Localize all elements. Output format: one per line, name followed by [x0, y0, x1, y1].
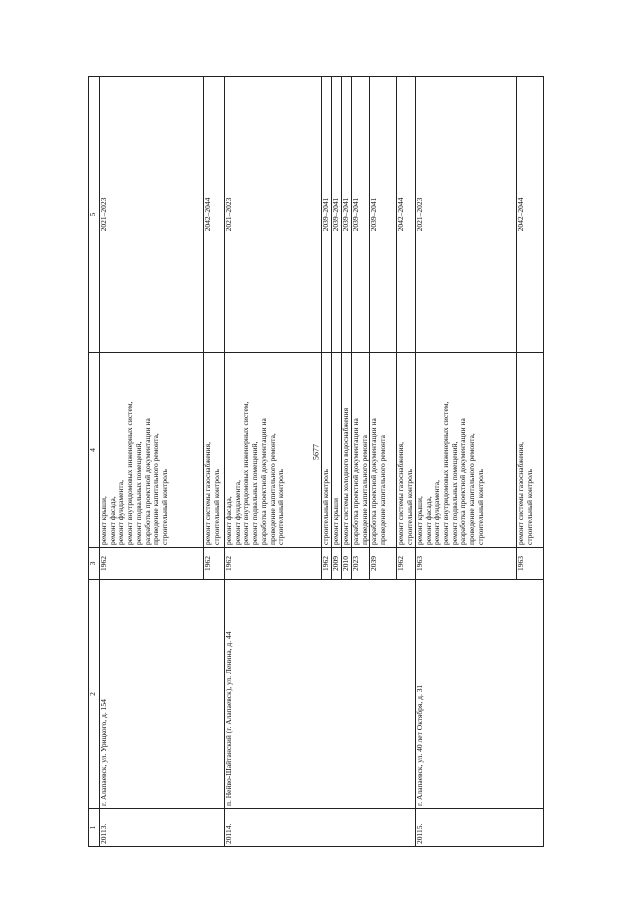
- period-cell: 2042–2044: [397, 77, 415, 353]
- period-cell: 2042–2044: [516, 77, 543, 353]
- year-cell: 2010: [342, 548, 352, 580]
- year-cell: 2039: [370, 548, 397, 580]
- period-cell: 2039–2041: [352, 77, 370, 353]
- work-cell: ремонт системы холодного водоснабжения: [342, 353, 352, 548]
- table-row: [225, 77, 322, 847]
- year-cell: 1962: [322, 548, 332, 580]
- row-number: 20115.: [415, 809, 543, 847]
- table-row: [415, 77, 516, 847]
- period-cell: 2039–2041: [370, 77, 397, 353]
- header-row: [89, 77, 100, 847]
- row-number: 20114.: [225, 809, 416, 847]
- period-cell: 2021–2023: [100, 77, 204, 353]
- col-header-5: 5: [89, 77, 100, 353]
- year-cell: 1962: [100, 548, 204, 580]
- col-header-4: 4: [89, 353, 100, 548]
- rotated-page: [88, 77, 543, 847]
- year-cell: 1962: [225, 548, 322, 580]
- address-cell: г. Алапаевск, ул. 40 лет Октября, д. 31: [415, 580, 543, 809]
- year-cell: 1963: [415, 548, 516, 580]
- work-cell: ремонт системы газоснабжения, строительный контроль: [516, 353, 543, 548]
- repair-schedule-table: [88, 76, 544, 847]
- period-cell: 2042–2044: [204, 77, 225, 353]
- period-cell: 2039–2041: [332, 77, 342, 353]
- year-cell: 2023: [352, 548, 370, 580]
- period-cell: 2039–2041: [322, 77, 332, 353]
- table-row: [100, 77, 204, 847]
- year-cell: 1962: [397, 548, 415, 580]
- period-cell: 2021–2023: [225, 77, 322, 353]
- page-number: 5677: [311, 444, 321, 460]
- period-cell: 2021–2023: [415, 77, 516, 353]
- year-cell: 2009: [332, 548, 342, 580]
- col-header-3: 3: [89, 548, 100, 580]
- work-cell: ремонт крыши, ремонт фасада, ремонт фундамента, ремонт внутридомовых инженерных систем, ремонт подвальных помещений, разработка проектной документации на проведение капитального ремонта, строительный контроль: [100, 353, 204, 548]
- work-cell: строительный контроль: [322, 353, 332, 548]
- work-cell: ремонт фасада, ремонт фундамента, ремонт внутридомовых инженерных систем, ремонт подвальных помещений, разработка проектной документации на проведение капитального ремонта, строительный контроль: [225, 353, 322, 548]
- col-header-1: 1: [89, 809, 100, 847]
- work-cell: разработка проектной документации на проведение капитального ремонта: [370, 353, 397, 548]
- work-cell: ремонт системы газоснабжения, строительный контроль: [204, 353, 225, 548]
- year-cell: 1962: [204, 548, 225, 580]
- work-cell: ремонт крыши: [332, 353, 342, 548]
- period-cell: 2039–2041: [342, 77, 352, 353]
- row-number: 20113.: [100, 809, 225, 847]
- address-cell: п. Нейво-Шайтанский (г. Алапаевск), ул. Ленина, д. 44: [225, 580, 416, 809]
- year-cell: 1963: [516, 548, 543, 580]
- work-cell: разработка проектной документации на проведение капитального ремонта: [352, 353, 370, 548]
- col-header-2: 2: [89, 580, 100, 809]
- work-cell: ремонт крыши, ремонт фасада, ремонт фундамента, ремонт внутридомовых инженерных систем, ремонт подвальных помещений, разработка проектной документации на проведение капитального ремонта, строительный контроль: [415, 353, 516, 548]
- address-cell: г. Алапаевск, ул. Урицкого, д. 154: [100, 580, 225, 809]
- work-cell: ремонт системы газоснабжения, строительный контроль: [397, 353, 415, 548]
